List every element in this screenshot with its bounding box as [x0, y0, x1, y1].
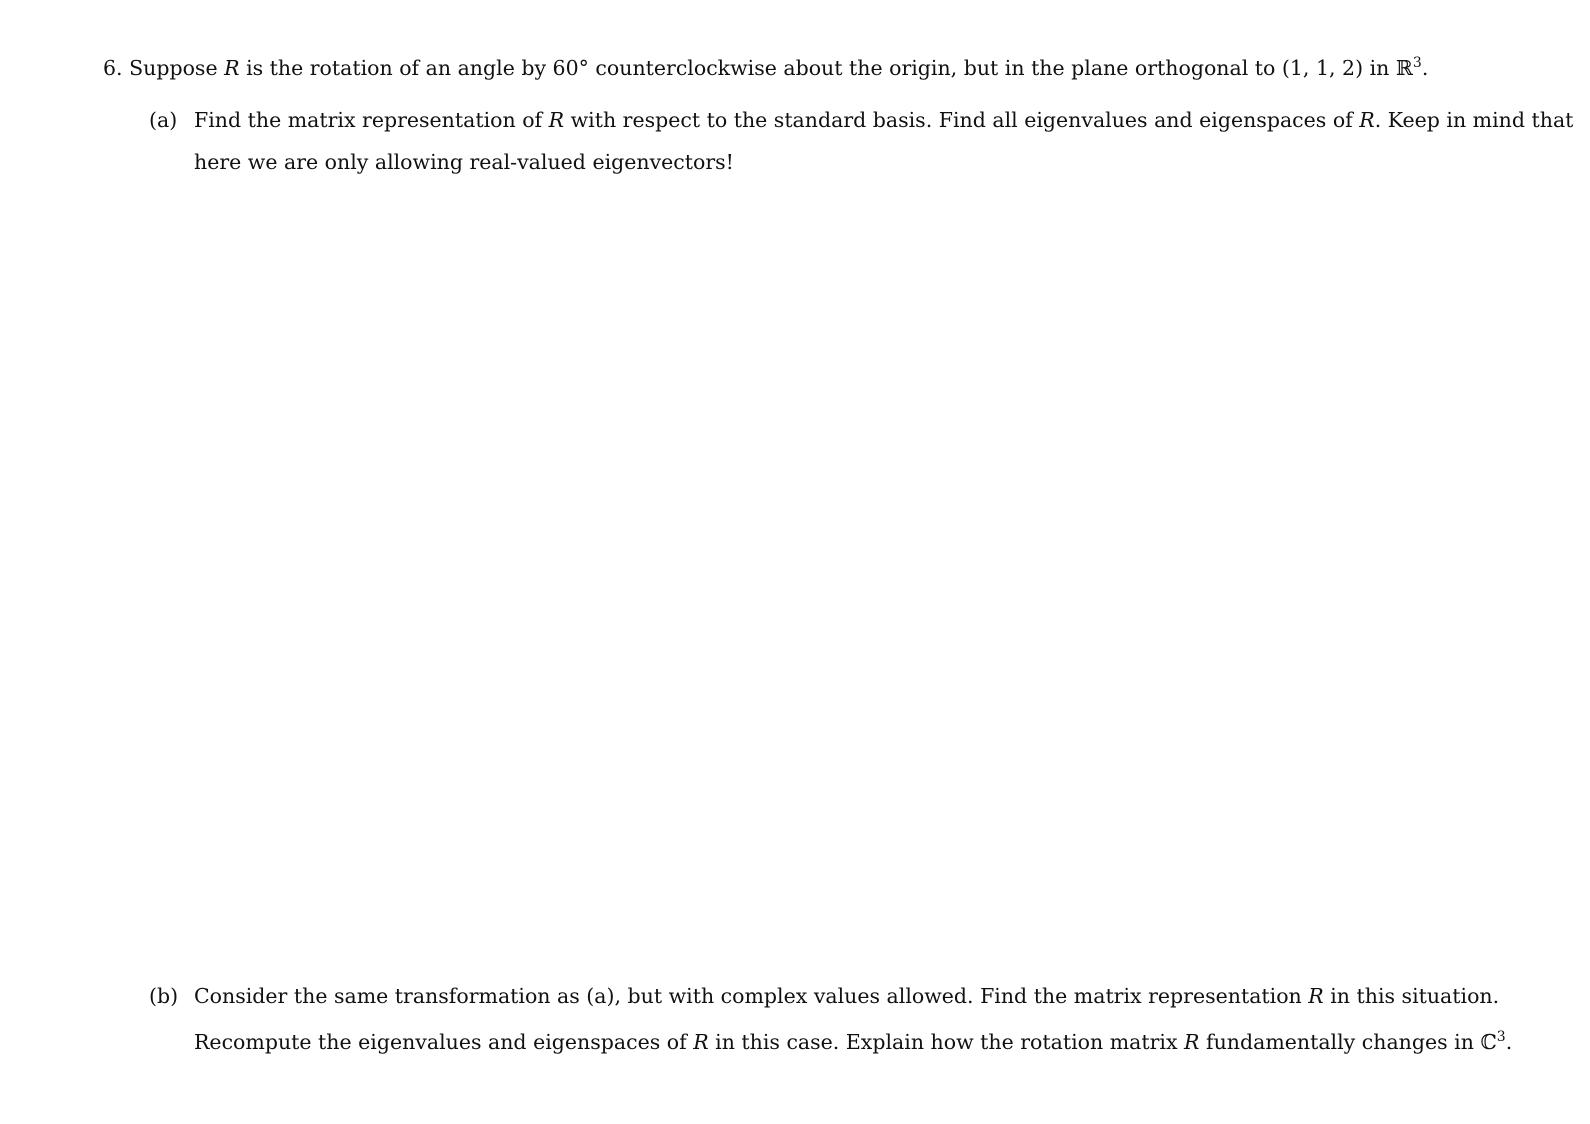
math-var-r: R	[693, 1030, 709, 1054]
math-var-r: R	[224, 56, 240, 80]
math-var-r: R	[1359, 108, 1375, 132]
part-a-line-2: here we are only allowing real-valued eigenvectors!	[194, 150, 734, 174]
question-period: .	[1421, 56, 1429, 80]
part-b-text-2: in this situation.	[1323, 984, 1500, 1008]
part-b-period: .	[1505, 1030, 1513, 1054]
question-stem	[103, 50, 1429, 81]
part-b-text-1: Consider the same transformation as (a), but with complex values allowed. Find the matrix representation	[194, 984, 1309, 1008]
math-set-real: ℝ	[1395, 56, 1413, 80]
part-b-text-5: fundamentally changes in	[1199, 1030, 1481, 1054]
part-a-text-2: with respect to the standard basis. Find all eigenvalues and eigenspaces of	[564, 108, 1360, 132]
question-number: 6.	[103, 56, 123, 80]
part-b-line-2	[194, 1024, 1513, 1055]
part-b-label: (b)	[149, 984, 179, 1008]
part-a-text-1: Find the matrix representation of	[194, 108, 549, 132]
part-a-text-3: . Keep in mind that	[1374, 108, 1574, 132]
question-text-1: Suppose	[129, 56, 225, 80]
superscript-3: 3	[1412, 55, 1422, 71]
math-var-r: R	[1308, 984, 1324, 1008]
math-set-complex: ℂ	[1480, 1030, 1497, 1054]
part-a-label: (a)	[149, 108, 178, 132]
math-var-r: R	[548, 108, 565, 132]
part-b-line-1	[149, 983, 1500, 1009]
part-b-text-3: Recompute the eigenvalues and eigenspaces of	[194, 1030, 694, 1054]
part-b-text-4: in this case. Explain how the rotation matrix	[708, 1030, 1185, 1054]
question-text-2: is the rotation of an angle by 60° counterclockwise about the origin, but in the plane orthogonal to (1, 1, 2) in	[239, 56, 1396, 80]
math-var-r: R	[1184, 1030, 1200, 1054]
part-a-line-1	[149, 107, 1574, 133]
superscript-3: 3	[1496, 1029, 1506, 1045]
